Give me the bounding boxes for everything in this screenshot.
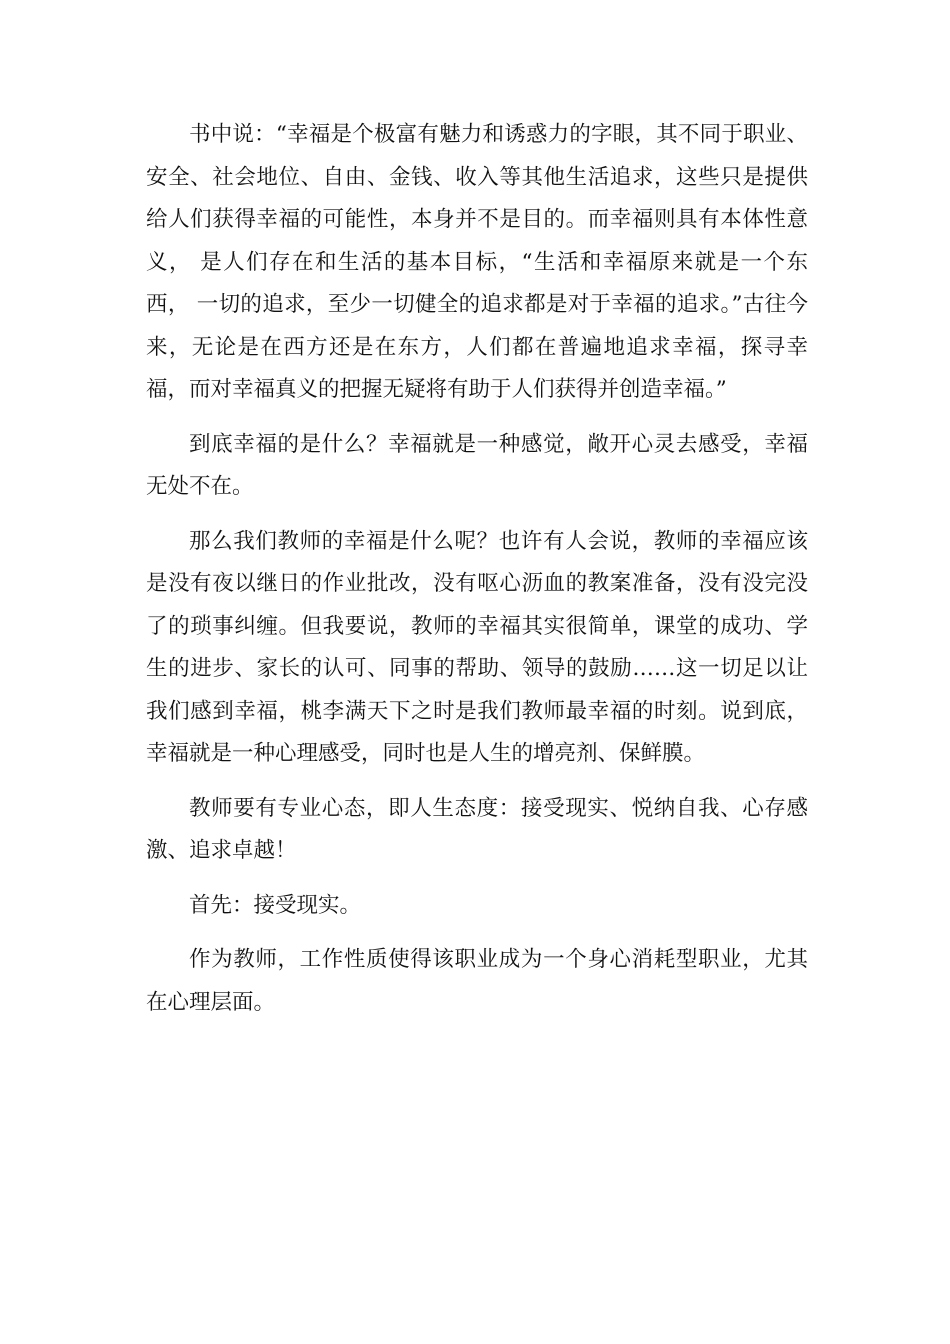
paragraph-6: 作为教师，工作性质使得该职业成为一个身心消耗型职业，尤其在心理层面。	[146, 947, 808, 1015]
paragraph-1: 书中说：“幸福是个极富有魅力和诱惑力的字眼，其不同于职业、安全、社会地位、自由、金钱、收入等其他生活追求，这些只是提供给人们获得幸福的可能性，本身并不是目的。而幸福则具有本体性意义， 是人们存在和生活的基本目标，“生活和幸福原来就是一个东西， 一切的追求，至少一切健全的追求都是对于幸福的追求。”古往今来，无论是在西方还是在东方，人们都在普遍地追求幸福，探寻幸福，而对幸福真义的把握无疑将有助于人们获得并创造幸福。”	[146, 122, 808, 402]
document-body	[146, 114, 808, 1036]
paragraph-5: 首先：接受现实。	[189, 892, 362, 918]
paragraph-3: 那么我们教师的幸福是什么呢？也许有人会说，教师的幸福应该是没有夜以继日的作业批改，没有呕心沥血的教案准备，没有没完没了的琐事纠缠。但我要说，教师的幸福其实很简单，课堂的成功、学生的进步、家长的认可、同事的帮助、领导的鼓励……这一切足以让我们感到幸福，桃李满天下之时是我们教师最幸福的时刻。说到底，幸福就是一种心理感受，同时也是人生的增亮剂、保鲜膜。	[146, 528, 808, 766]
paragraph-2: 到底幸福的是什么？幸福就是一种感觉，敞开心灵去感受，幸福无处不在。	[146, 431, 808, 499]
paragraph-4: 教师要有专业心态，即人生态度：接受现实、悦纳自我、心存感激、追求卓越！	[146, 795, 808, 863]
